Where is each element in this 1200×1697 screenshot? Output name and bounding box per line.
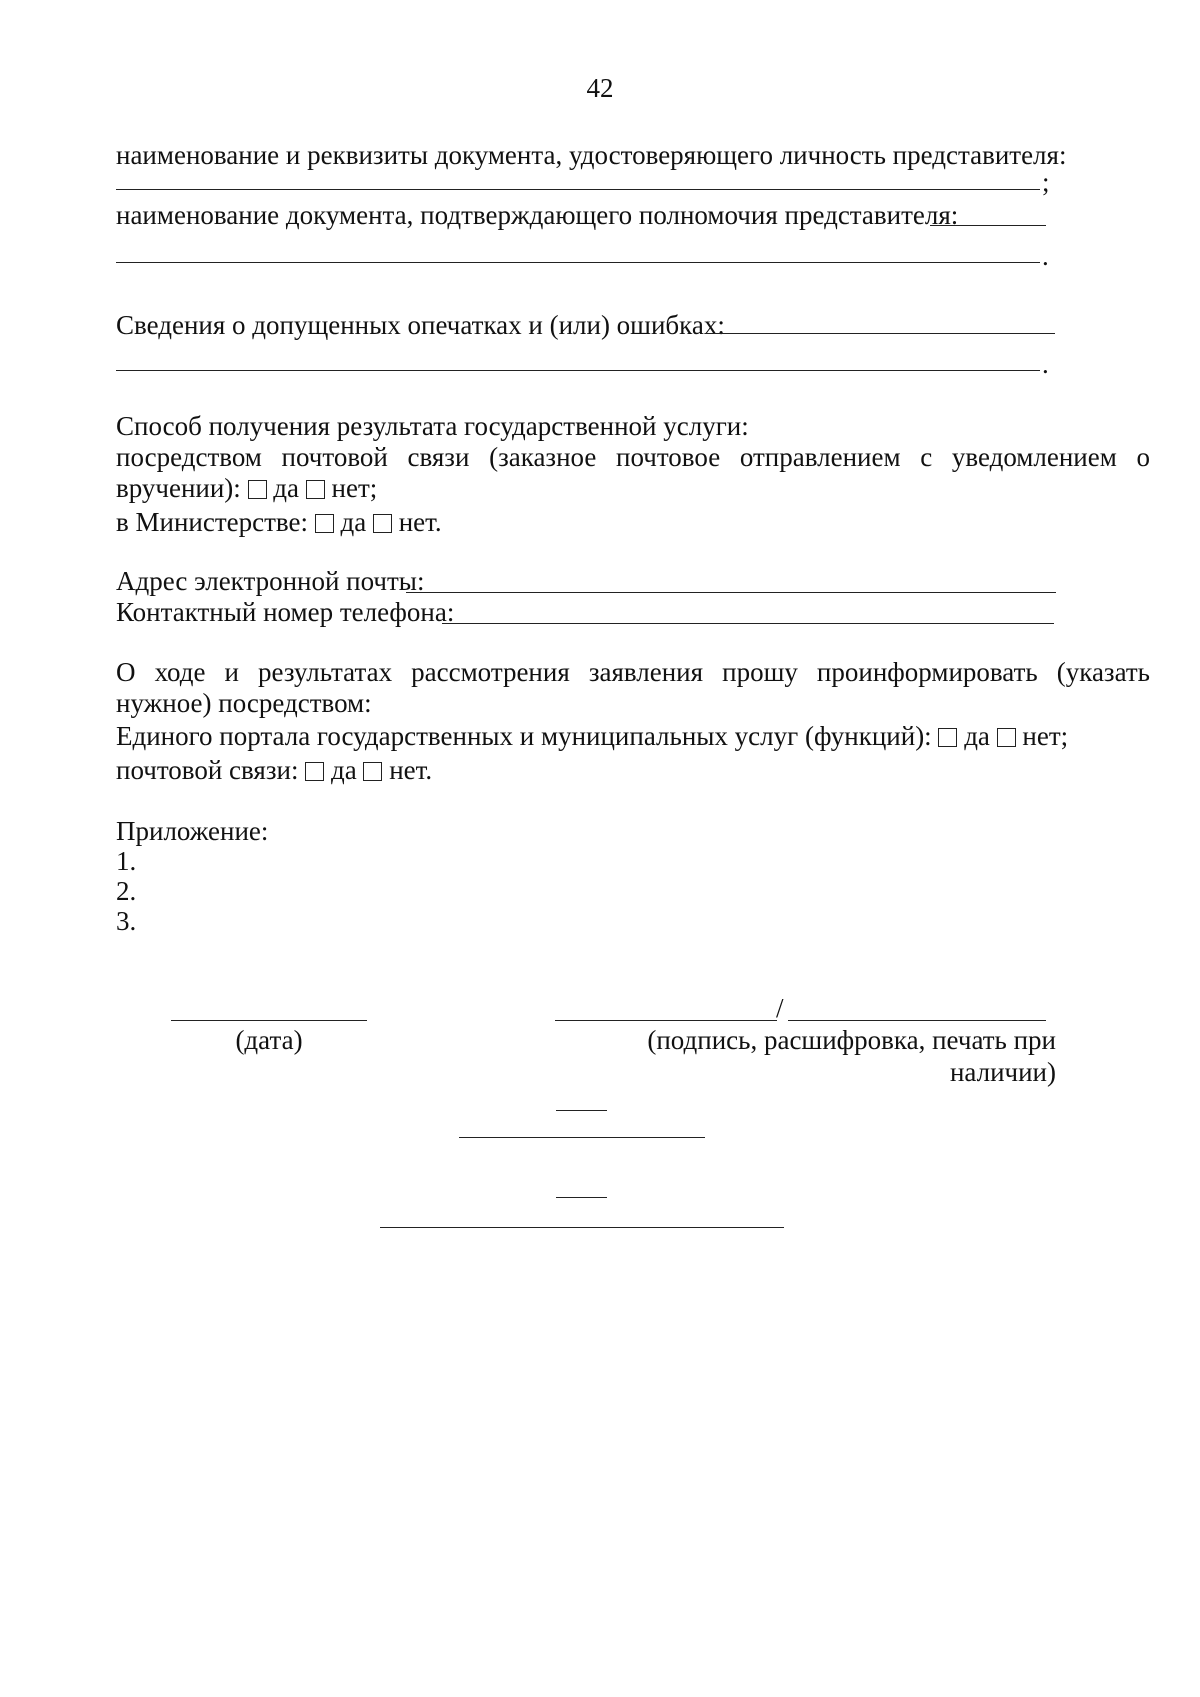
portal-yes-label: да	[964, 721, 990, 751]
notification-line2: нужное) посредством:	[116, 688, 372, 718]
page-number: 42	[586, 73, 614, 103]
delivery-heading: Способ получения результата государственной услуги:	[116, 411, 749, 441]
notification-line1: О ходе и результатах рассмотрения заявления прошу проинформировать (указать	[116, 657, 1150, 687]
ministry-no-label: нет.	[398, 507, 442, 537]
mail-no-checkbox[interactable]	[306, 480, 325, 499]
mail-yes-checkbox[interactable]	[248, 480, 267, 499]
delivery-mail-line1: посредством почтовой связи (заказное почтовое отправлением с уведомлением о	[116, 442, 1150, 472]
delivery-mail-line2	[116, 472, 1150, 504]
separator-long-1	[459, 1137, 705, 1138]
notification-portal-line	[116, 720, 1150, 752]
appendix-item-1: 1.	[116, 846, 137, 876]
errors-end: .	[1042, 349, 1049, 379]
ministry-yes-label: да	[340, 507, 367, 537]
portal-no-checkbox[interactable]	[997, 728, 1016, 747]
separator-short-1	[556, 1110, 607, 1111]
portal-label: Единого портала государственных и муниципальных услуг (функций):	[116, 721, 932, 751]
date-field[interactable]	[171, 1020, 367, 1021]
id-doc-end: ;	[1042, 167, 1050, 197]
signature-slash: /	[776, 993, 784, 1023]
date-caption: (дата)	[235, 1025, 303, 1055]
portal-no-label: нет;	[1022, 721, 1069, 751]
mail-yes-label: да	[273, 473, 300, 503]
email-label: Адрес электронной почты:	[116, 566, 425, 596]
signature-field[interactable]	[555, 1020, 777, 1021]
separator-short-2	[556, 1197, 607, 1198]
post-yes-label: да	[330, 755, 357, 785]
phone-field[interactable]	[442, 623, 1054, 624]
delivery-mail-label: вручении):	[116, 473, 241, 503]
post-no-label: нет.	[389, 755, 433, 785]
errors-label: Сведения о допущенных опечатках и (или) ошибках:	[116, 310, 725, 340]
id-doc-label: наименование и реквизиты документа, удостоверяющего личность представителя:	[116, 140, 1067, 170]
appendix-item-3: 3.	[116, 906, 137, 936]
post-label: почтовой связи:	[116, 755, 299, 785]
ministry-yes-checkbox[interactable]	[315, 514, 334, 533]
authority-doc-end: .	[1042, 241, 1049, 271]
post-no-checkbox[interactable]	[363, 762, 382, 781]
authority-doc-field[interactable]	[116, 262, 1040, 263]
id-doc-field[interactable]	[116, 189, 1040, 190]
ministry-label: в Министерстве:	[116, 507, 308, 537]
errors-field-start[interactable]	[705, 333, 1055, 334]
appendix-heading: Приложение:	[116, 816, 269, 846]
authority-doc-field-start[interactable]	[930, 225, 1046, 226]
separator-long-2	[380, 1227, 784, 1228]
phone-label: Контактный номер телефона:	[116, 597, 455, 627]
portal-yes-checkbox[interactable]	[938, 728, 957, 747]
post-yes-checkbox[interactable]	[305, 762, 324, 781]
mail-no-label: нет;	[331, 473, 378, 503]
notification-post-line	[116, 754, 1150, 786]
email-field[interactable]	[406, 592, 1056, 593]
ministry-no-checkbox[interactable]	[373, 514, 392, 533]
signature-caption: (подпись, расшифровка, печать при наличии)	[647, 1025, 1056, 1087]
delivery-ministry-line	[116, 506, 1150, 538]
authority-doc-label: наименование документа, подтверждающего полномочия представителя:	[116, 200, 959, 230]
name-decoding-field[interactable]	[788, 1020, 1046, 1021]
appendix-item-2: 2.	[116, 876, 137, 906]
errors-field[interactable]	[116, 370, 1040, 371]
